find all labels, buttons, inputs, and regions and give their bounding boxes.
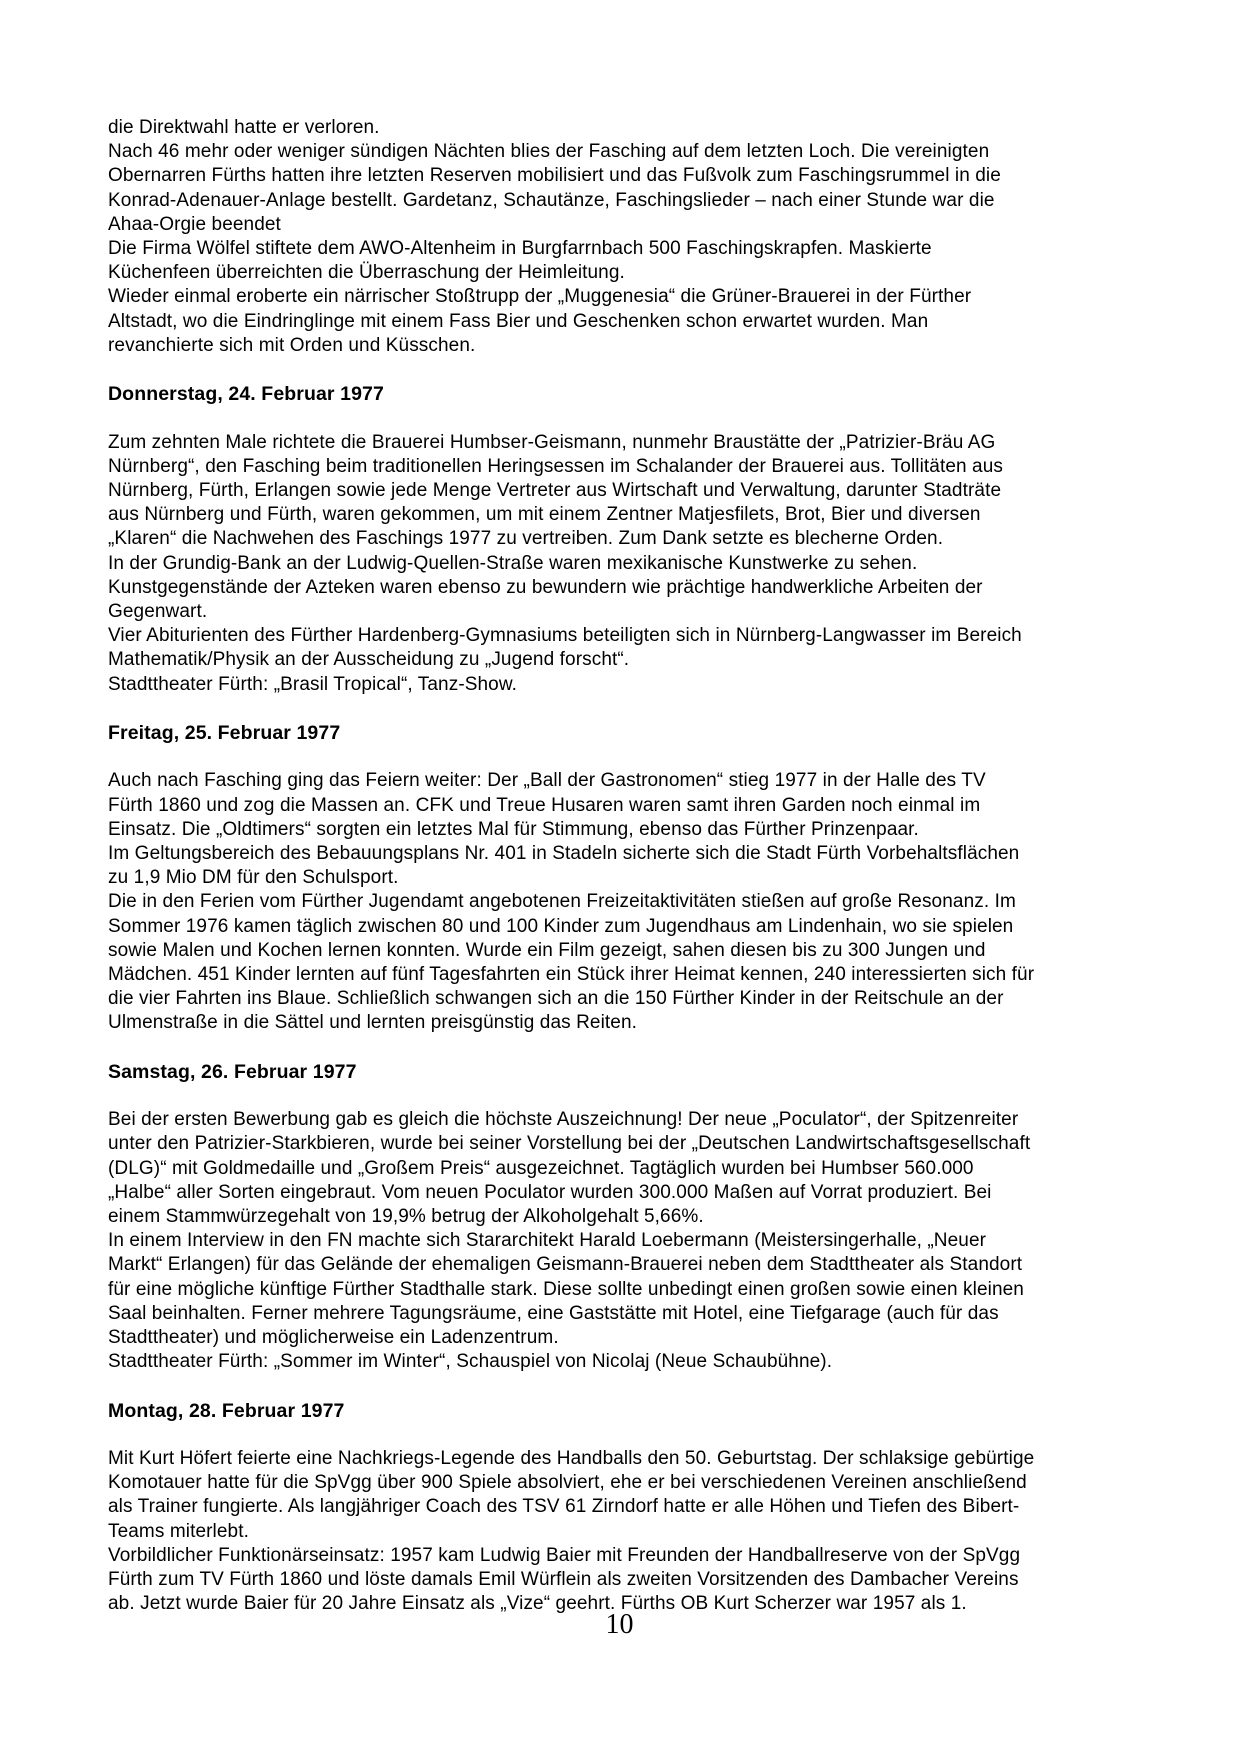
text-line: Markt“ Erlangen) für das Gelände der ehemaligen Geismann-Brauerei neben dem Stadttheater als Standort <box>108 1254 1023 1276</box>
text-line: Fürth zum TV Fürth 1860 und löste damals Emil Würflein als zweiten Vorsitzenden des Dambacher Vereins <box>108 1569 1019 1591</box>
text-line: zu 1,9 Mio DM für den Schulsport. <box>108 867 399 889</box>
paragraph <box>108 1544 1148 1617</box>
text-line: Nach 46 mehr oder weniger sündigen Nächten blies der Fasching auf dem letzten Loch. Die vereinigten <box>108 141 990 163</box>
text-line: Wieder einmal eroberte ein närrischer Stoßtrupp der „Muggenesia“ die Grüner-Brauerei in der Fürther <box>108 286 972 308</box>
text-line: Obernarren Fürths hatten ihre letzten Reserven mobilisiert und das Fußvolk zum Faschingsrummel in die <box>108 165 1001 187</box>
text-line: In der Grundig-Bank an der Ludwig-Quellen-Straße waren mexikanische Kunstwerke zu sehen. <box>108 552 918 574</box>
text-line: (DLG)“ mit Goldmedaille und „Großem Preis“ ausgezeichnet. Tagtäglich wurden bei Humbser 560.000 <box>108 1157 974 1179</box>
text-line: Ahaa-Orgie beendet <box>108 213 281 235</box>
text-line: Im Geltungsbereich des Bebauungsplans Nr. 401 in Stadeln sicherte sich die Stadt Fürth Vorbehaltsflächen <box>108 843 1020 865</box>
paragraph <box>108 769 1148 842</box>
paragraph <box>108 890 1148 1035</box>
text-line: Kunstgegenstände der Azteken waren ebenso zu bewundern wie prächtige handwerkliche Arbeiten der <box>108 576 983 598</box>
text-line: Die Firma Wölfel stiftete dem AWO-Altenheim in Burgfarrnbach 500 Faschingskrapfen. Maskierte <box>108 238 932 260</box>
paragraph <box>108 116 1148 140</box>
text-line: Altstadt, wo die Eindringlinge mit einem Fass Bier und Geschenken schon erwartet wurden. Man <box>108 310 929 332</box>
day-heading: Samstag, 26. Februar 1977 <box>108 1060 357 1083</box>
text-line: einem Stammwürzegehalt von 19,9% betrug der Alkoholgehalt 5,66%. <box>108 1206 704 1228</box>
text-line: Mädchen. 451 Kinder lernten auf fünf Tagesfahrten ein Stück ihrer Heimat kennen, 240 interessierten sich für <box>108 964 1035 986</box>
text-line: Die in den Ferien vom Fürther Jugendamt angebotenen Freizeitaktivitäten stießen auf große Resonanz. Im <box>108 891 1016 913</box>
text-line: Fürth 1860 und zog die Massen an. CFK und Treue Husaren waren samt ihren Garden noch einmal im <box>108 794 981 816</box>
text-line: unter den Patrizier-Starkbieren, wurde bei seiner Vorstellung bei der „Deutschen Landwirtschaftsgesellschaft <box>108 1133 1031 1155</box>
paragraph <box>108 140 1148 237</box>
paragraph <box>108 842 1148 890</box>
paragraph <box>108 1447 1148 1544</box>
paragraph <box>108 1108 1148 1229</box>
text-line: die Direktwahl hatte er verloren. <box>108 117 380 138</box>
text-line: Einsatz. Die „Oldtimers“ sorgten ein letztes Mal für Stimmung, ebenso das Fürther Prinzenpaar. <box>108 818 919 840</box>
text-line: Bei der ersten Bewerbung gab es gleich die höchste Auszeichnung! Der neue „Poculator“, der Spitzenreiter <box>108 1109 1019 1131</box>
text-line: Stadttheater Fürth: „Sommer im Winter“, Schauspiel von Nicolaj (Neue Schaubühne). <box>108 1351 833 1373</box>
day-heading: Freitag, 25. Februar 1977 <box>108 722 341 745</box>
paragraph <box>108 673 1148 697</box>
text-line: für eine mögliche künftige Fürther Stadthalle stark. Diese sollte unbedingt einen großen sowie einen kleinen <box>108 1278 1024 1300</box>
text-line: als Trainer fungierte. Als langjähriger Coach des TSV 61 Zirndorf hatte er alle Höhen und Tiefen des Bibert- <box>108 1496 1020 1518</box>
paragraph <box>108 1229 1148 1350</box>
day-heading: Donnerstag, 24. Februar 1977 <box>108 383 384 406</box>
day-heading: Montag, 28. Februar 1977 <box>108 1399 345 1422</box>
text-line: Vier Abiturienten des Fürther Hardenberg-Gymnasiums beteiligten sich in Nürnberg-Langwasser im Bereich <box>108 625 1022 647</box>
text-line: Teams miterlebt. <box>108 1520 249 1542</box>
text-line: Nürnberg“, den Fasching beim traditionellen Heringsessen im Schalander der Brauerei aus. Tollitäten aus <box>108 455 1003 477</box>
document-content <box>108 116 1148 1616</box>
text-line: Küchenfeen überreichten die Überraschung der Heimleitung. <box>108 262 625 284</box>
text-line: Saal beinhalten. Ferner mehrere Tagungsräume, eine Gaststätte mit Hotel, eine Tiefgarage (auch für das <box>108 1302 999 1324</box>
text-line: Zum zehnten Male richtete die Brauerei Humbser-Geismann, nunmehr Braustätte der „Patrizier-Bräu AG <box>108 431 996 453</box>
text-line: Komotauer hatte für die SpVgg über 900 Spiele absolviert, ehe er bei verschiedenen Vereinen anschließend <box>108 1472 1027 1494</box>
paragraph <box>108 237 1148 285</box>
paragraph <box>108 431 1148 552</box>
text-line: Nürnberg, Fürth, Erlangen sowie jede Menge Vertreter aus Wirtschaft und Verwaltung, darunter Stadträte <box>108 480 1002 502</box>
text-line: revanchierte sich mit Orden und Küsschen. <box>108 334 476 356</box>
text-line: „Klaren“ die Nachwehen des Faschings 1977 zu vertreiben. Zum Dank setzte es blecherne Orden. <box>108 528 944 550</box>
paragraph <box>108 1350 1148 1374</box>
paragraph <box>108 624 1148 672</box>
text-line: Stadttheater Fürth: „Brasil Tropical“, Tanz-Show. <box>108 673 518 695</box>
text-line: Konrad-Adenauer-Anlage bestellt. Gardetanz, Schautänze, Faschingslieder – nach einer Stunde war die <box>108 189 995 211</box>
text-line: sowie Malen und Kochen lernen konnten. Wurde ein Film gezeigt, sahen diesen bis zu 300 Jungen und <box>108 939 986 961</box>
text-line: Auch nach Fasching ging das Feiern weiter: Der „Ball der Gastronomen“ stieg 1977 in der Halle des TV <box>108 770 986 792</box>
paragraph <box>108 552 1148 625</box>
text-line: ab. Jetzt wurde Baier für 20 Jahre Einsatz als „Vize“ geehrt. Fürths OB Kurt Scherzer war 1957 als 1. <box>108 1593 967 1615</box>
text-line: Stadttheater) und möglicherweise ein Ladenzentrum. <box>108 1327 559 1349</box>
text-line: die vier Fahrten ins Blaue. Schließlich schwangen sich an die 150 Fürther Kinder in der Reitschule an der <box>108 988 1004 1010</box>
text-line: In einem Interview in den FN machte sich Stararchitekt Harald Loebermann (Meistersingerhalle, „Neuer <box>108 1230 987 1252</box>
text-line: Mathematik/Physik an der Ausscheidung zu „Jugend forscht“. <box>108 649 630 671</box>
text-line: Sommer 1976 kamen täglich zwischen 80 und 100 Kinder zum Jugendhaus am Lindenhain, wo sie spielen <box>108 915 1014 937</box>
text-line: „Halbe“ aller Sorten eingebraut. Vom neuen Poculator wurden 300.000 Maßen auf Vorrat produziert. Bei <box>108 1181 992 1203</box>
text-line: Vorbildlicher Funktionärseinsatz: 1957 kam Ludwig Baier mit Freunden der Handballreserve von der SpVgg <box>108 1544 1021 1566</box>
text-line: Mit Kurt Höfert feierte eine Nachkriegs-Legende des Handballs den 50. Geburtstag. Der schlaksige gebürtige <box>108 1448 1035 1470</box>
paragraph <box>108 285 1148 358</box>
text-line: Gegenwart. <box>108 601 208 623</box>
text-line: aus Nürnberg und Fürth, waren gekommen, um mit einem Zentner Matjesfilets, Brot, Bier und diversen <box>108 504 981 526</box>
text-line: Ulmenstraße in die Sättel und lernten preisgünstig das Reiten. <box>108 1012 637 1034</box>
page-number: 10 <box>605 1609 634 1640</box>
